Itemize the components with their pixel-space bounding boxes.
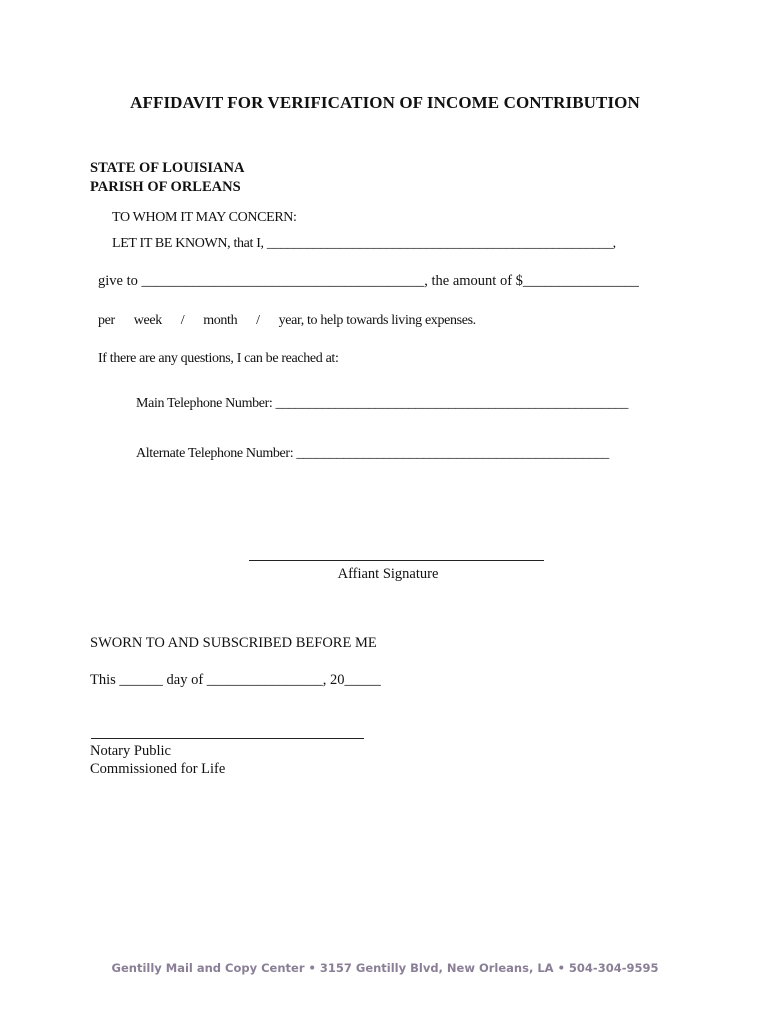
- give-to-line: give to _______________________________________, the amount of $________________: [98, 273, 639, 289]
- footer-contact: Gentilly Mail and Copy Center • 3157 Gentilly Blvd, New Orleans, LA • 504-304-9595: [111, 961, 659, 975]
- affiant-signature-line: [249, 560, 544, 561]
- let-it-be-known-line: LET IT BE KNOWN, that I, ____________________________________________________,: [112, 236, 616, 251]
- state-heading: STATE OF LOUISIANA: [90, 160, 245, 176]
- frequency-line: per week / month / year, to help towards living expenses.: [98, 313, 476, 328]
- document-title: AFFIDAVIT FOR VERIFICATION OF INCOME CONTRIBUTION: [130, 93, 640, 112]
- questions-line: If there are any questions, I can be reached at:: [98, 351, 339, 366]
- affiant-signature-label: Affiant Signature: [337, 566, 439, 582]
- salutation: TO WHOM IT MAY CONCERN:: [112, 210, 297, 225]
- notary-signature-line: [91, 738, 364, 739]
- sworn-heading: SWORN TO AND SUBSCRIBED BEFORE ME: [90, 635, 377, 651]
- date-line: This ______ day of ________________, 20_____: [90, 672, 381, 688]
- notary-label: Notary Public: [90, 743, 171, 759]
- alternate-telephone-line: Alternate Telephone Number: _______________________________________________: [136, 446, 609, 461]
- notary-commission: Commissioned for Life: [90, 761, 226, 777]
- parish-heading: PARISH OF ORLEANS: [90, 179, 241, 195]
- main-telephone-line: Main Telephone Number: _____________________________________________________: [136, 396, 629, 411]
